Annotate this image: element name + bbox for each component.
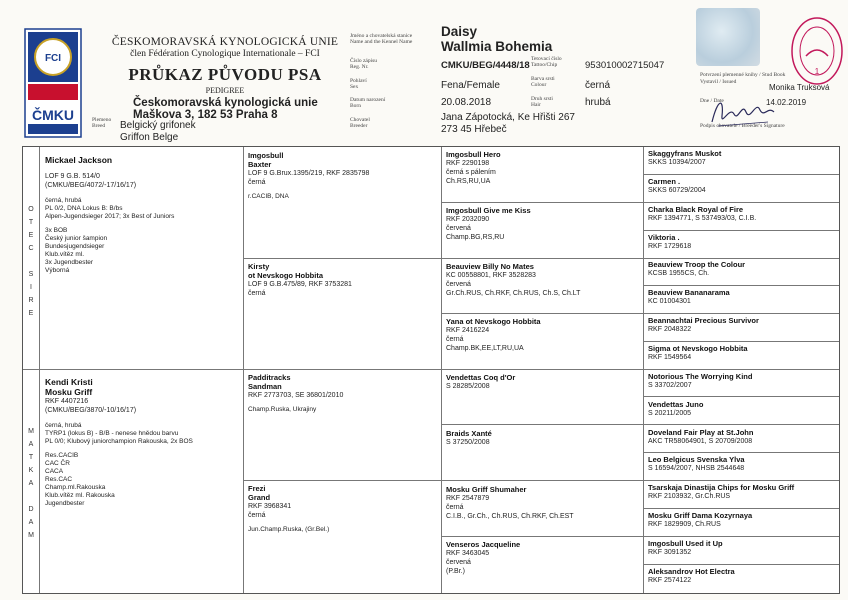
svg-text:1: 1 [814,67,820,76]
gg-grandparent-cell [648,288,838,306]
gg-grandparent-name: Beannachtai Precious Survivor [648,316,759,326]
breed-name-cz: Belgický grifonek [120,120,196,131]
hair-label [531,96,553,108]
side-letter: T [28,219,34,226]
dob-label [350,97,385,109]
sex-label-cz: Pohlaví [350,78,367,84]
org-name: ČESKOMORAVSKÁ KYNOLOGICKÁ UNIE [111,36,339,48]
grandparent-kennel: Grand [248,493,271,502]
grandparent-name: Imgosbull [248,151,284,160]
great-grandparent-detail: RKF 2547879 [446,494,490,502]
breeder-label [350,117,370,129]
gg-grandparent-reg: S 33702/2007 [648,381,692,389]
great-grandparent-detail: červená [446,559,471,567]
great-grandparent-name: Yana ot Nevskogo Hobbita [446,317,541,327]
great-grandparent-detail: Ch.RS,RU,UA [446,178,491,185]
sire-cell [45,155,239,275]
breed-label-cz: Plemeno [92,117,112,123]
title-line: černá, hrubá [45,422,82,429]
great-grandparent-detail: RKF 3463045 [446,550,490,558]
chip-label-cz: Tetovací číslo [531,56,562,62]
dog-kennel-name: Wallmia Bohemia [441,39,553,54]
breeder-label-cz: Chovatel [350,117,370,123]
great-grandparent-detail: RKF 2416224 [446,327,490,335]
name-label [350,33,412,45]
gg-grandparent-reg: RKF 2048322 [648,326,692,334]
great-grandparent-detail: černá [446,503,464,511]
side-letter: A [28,480,34,487]
great-grandparent-detail: červená [446,224,471,232]
club-stamp [790,16,844,86]
grandparent-detail: RKF 3968341 [248,503,292,510]
issued-by-label: Vystavil / Issued [700,79,737,85]
gg-grandparent-name: Sigma ot Nevskogo Hobbita [648,343,748,353]
great-grandparent-cell [446,373,640,391]
great-grandparent-cell [446,262,640,298]
org-address-name: Českomoravská kynologická unie [133,97,318,109]
great-grandparent-cell [446,485,640,521]
grandparent-titles: Jun.Champ.Ruska, (Gr.Bel.) [248,526,330,533]
gg-grandparent-cell [648,567,838,585]
gg-grandparent-reg: RKF 3091352 [648,548,692,556]
sire-reg-2: (CMKU/BEG/4072/-17/16/17) [45,182,137,189]
great-grandparent-detail: černá s pálením [446,169,496,176]
sire-titles [45,197,239,275]
gg-grandparent-name: Mosku Griff Dama Kozyrnaya [648,511,753,521]
great-grandparent-name: Vendettas Coq d'Or [446,373,516,382]
title-line: Klub.vítěz ml. Rakouska [45,492,115,499]
breed-label-en: Breed [92,123,106,129]
great-grandparent-name: Mosku Griff Shumaher [446,484,527,494]
great-grandparent-detail: Gr.Ch.RUS, Ch.RKF, Ch.RUS, Ch.S, Ch.LT [446,289,581,297]
gg-grandparent-reg: RKF 2103932, Gr.Ch.RUS [648,493,731,501]
gg-grandparent-cell [648,539,838,557]
dam-reg-1: RKF 4407216 [45,398,89,405]
side-letter: C [28,245,34,252]
breeder-label-en: Breeder [350,123,368,129]
side-letter: A [28,519,34,526]
chip-label [531,56,562,68]
breeder-signature-label: Podpis chovatele / Breeder's Signature [700,123,785,129]
gg-grandparent-name: Vendettas Juno [648,399,704,409]
gg-grandparent-cell [648,483,838,501]
dam-side-label [23,425,39,542]
great-grandparent-cell [446,317,640,353]
title-line: CAC ČR [45,460,70,467]
breed-label [92,117,111,129]
gg-grandparent-cell [648,149,838,167]
title-line: Jugendbester [45,500,85,507]
gg-grandparent-name: Viktoria . [648,232,680,242]
gg-grandparent-reg: RKF 1829909, Ch.RUS [648,521,721,529]
great-grandparent-name: Venseros Jacqueline [446,540,521,550]
document-subtitle: PEDIGREE [205,86,245,95]
gg-grandparent-name: Imgosbull Used it Up [648,538,723,548]
breed-name-en: Griffon Belge [120,132,179,143]
title-line: 3x Jugendbester [45,259,94,266]
gg-grandparent-name: Doveland Fair Play at St.John [648,427,754,437]
grandparent-kennel: Baxter [248,160,272,169]
dam-titles [45,422,239,508]
hair-label-cz: Druh srsti [531,96,553,102]
title-line: PL 0/0; Klubový juniorchampion Rakouska, 2x BOS [45,438,193,445]
org-address [133,97,318,121]
dam-reg-2: (CMKU/BEG/3870/-10/16/17) [45,407,137,414]
svg-text:ČMKU: ČMKU [32,107,74,123]
svg-text:FCI: FCI [44,53,62,64]
side-letter [23,490,39,503]
great-grandparent-detail: S 37250/2008 [446,438,490,446]
gg-grandparent-name: Skaggyfrans Muskot [648,149,722,158]
grandparent-detail: černá [248,512,266,519]
chip-number: 953010002715047 [585,60,665,71]
name-label-en: Name and the Kennel Name [350,39,413,45]
side-letter: S [28,271,34,278]
gg-grandparent-cell [648,455,838,473]
registration-number: CMKU/BEG/4448/18 [441,60,530,71]
reg-label [350,58,377,70]
grandparent-detail: LOF 9 G.B.475/89, RKF 3753281 [248,281,352,288]
title-line: Klub.vítěz ml. [45,251,85,258]
side-letter: M [28,532,34,539]
sire-reg-1: LOF 9 G.B. 514/0 [45,173,100,180]
dob-label-cz: Datum narození [350,97,386,103]
dam-cell [45,377,239,508]
gg-grandparent-cell [648,177,838,195]
gg-grandparent-reg: SKKS 10394/2007 [648,159,706,166]
hologram-sticker [696,8,760,66]
breed-value [120,120,196,144]
great-grandparent-detail: RKF 2032090 [446,215,490,223]
gg-grandparent-reg: KC 01004301 [648,298,691,306]
title-line: Champ.ml.Rakouska [45,484,106,491]
grandparent-titles: Champ.Ruska, Ukrajiny [248,406,317,413]
title-line: Res.CACIB [45,452,79,459]
issue-date: 14.02.2019 [766,98,807,107]
handwritten-signature [708,92,778,132]
grandparent-cell [248,262,438,298]
gg-grandparent-name: Carmen . [648,176,681,186]
gg-grandparent-reg: RKF 1549564 [648,353,692,361]
side-letter: K [28,467,34,474]
org-membership: člen Fédération Cynologique Internationale – FCI [130,49,320,59]
title-line: Bundesjugendsieger [45,243,105,250]
gg-grandparent-reg: RKF 1394771, S 537493/03, C.I.B. [648,214,757,222]
gg-grandparent-reg: S 20211/2005 [648,409,692,417]
organization-header [100,36,350,95]
stud-book-label: Potvrzení plemenné knihy / Stud Book [700,72,786,78]
great-grandparent-detail: (P.Br.) [446,568,465,576]
gg-grandparent-cell [648,316,838,334]
grandparent-name: Frezi [248,484,266,493]
sex-label-en: Sex [350,84,359,90]
side-letter: M [28,428,34,435]
sex-value: Fena/Female [441,80,500,91]
gg-grandparent-cell [648,233,838,251]
title-line: PL 0/2, DNA Lokus B: B/bs [45,205,123,212]
gg-grandparent-name: Tsarskaja Dinastija Chips for Mosku Griff [648,483,795,493]
colour-label [531,76,555,88]
gg-grandparent-cell [648,205,838,223]
dam-name: Kendi Kristi [45,377,93,387]
side-letter: D [28,506,34,513]
great-grandparent-cell [446,540,640,576]
gg-grandparent-reg: RKF 1729618 [648,242,692,250]
gg-grandparent-name: Leo Belgicus Svenska Ylva [648,455,745,465]
side-letter: E [28,310,34,317]
title-line: černá, hrubá [45,197,82,204]
dog-call-name: Daisy [441,24,478,39]
side-letter: T [28,454,34,461]
document-title: PRŮKAZ PŮVODU PSA [128,65,322,84]
great-grandparent-detail: S 28285/2008 [446,383,490,390]
dam-kennel: Mosku Griff [45,387,93,397]
colour-value: černá [585,80,611,91]
great-grandparent-cell [446,429,640,447]
great-grandparent-cell [446,206,640,242]
grandparent-detail: LOF 9 G.Brux.1395/219, RKF 2835798 [248,170,370,177]
grandparent-cell [248,373,438,414]
sire-side-label [23,203,39,320]
great-grandparent-detail: Champ.BG,RS,RU [446,233,505,241]
gg-grandparent-cell [648,428,838,446]
chip-label-en: Tattoo/Chip [531,62,558,68]
grandparent-name: Kirsty [248,262,270,271]
title-line: Český junior šampion [45,235,108,242]
great-grandparent-cell [446,150,640,186]
title-line: Alpen-Jugendsieger 2017; 3x Best of Juniors [45,213,175,220]
colour-label-en: Colour [531,82,547,88]
title-line: 3x BOB [45,227,68,234]
reg-label-cz: Číslo zápisu [350,58,378,64]
gg-grandparent-cell [648,372,838,390]
reg-label-en: Reg. Nr. [350,64,369,70]
great-grandparent-name: Beauview Billy No Mates [446,261,534,271]
breeder-address-1: Jana Zápotocká, Ke Hřišti 267 [441,112,575,123]
title-line: TYRP1 (lokus B) - B/B - nenese hnědou barvu [45,430,179,437]
date-label: Dne / Date [700,98,724,104]
great-grandparent-detail: KC 00558801, RKF 3528283 [446,271,536,279]
great-grandparent-name: Braids Xanté [446,428,492,438]
gg-grandparent-reg: RKF 2574122 [648,576,692,584]
side-letter [23,255,39,268]
side-letter: R [28,297,34,304]
side-letter: O [28,206,34,213]
dob-value: 20.08.2018 [441,97,492,108]
dob-label-en: Born [350,103,361,109]
side-letter: I [30,284,32,291]
gg-grandparent-reg: AKC TR58064901, S 20709/2008 [648,437,753,445]
name-label-cz: Jméno a chovatelská stanice [350,33,413,39]
sex-label [350,78,367,90]
org-address-street: Maškova 3, 182 53 Praha 8 [133,109,278,121]
breeder-address-2: 273 45 Hřebeč [441,124,507,135]
pedigree-table [22,146,840,594]
side-letter: E [28,232,34,239]
grandparent-kennel: ot Nevskogo Hobbita [248,271,324,280]
title-line: Res.CAC [45,476,73,483]
great-grandparent-name: Imgosbull Hero [446,150,501,159]
gg-grandparent-cell [648,511,838,529]
grandparent-kennel: Sandman [248,382,282,391]
colour-label-cz: Barva srsti [531,76,555,82]
grandparent-titles: r.CACIB, DNA [248,193,289,200]
gg-grandparent-name: Notorious The Worrying Kind [648,371,753,381]
grandparent-cell [248,151,438,201]
great-grandparent-detail: C.I.B., Gr.Ch., Ch.RUS, Ch.RKF, Ch.EST [446,512,574,520]
gg-grandparent-name: Beauview Troop the Colour [648,260,746,270]
grandparent-name: Padditracks [248,373,291,382]
gg-grandparent-cell [648,344,838,362]
gg-grandparent-name: Charka Black Royal of Fire [648,204,744,214]
gg-grandparent-reg: S 16594/2007, NHSB 2544648 [648,465,745,473]
grandparent-detail: černá [248,179,266,186]
gg-grandparent-reg: KCSB 1955CS, Ch. [648,270,710,278]
grandparent-detail: RKF 2773703, SE 36801/2010 [248,392,344,399]
breeder-value [441,112,575,136]
grandparent-detail: černá [248,290,266,297]
gg-grandparent-cell [648,400,838,418]
great-grandparent-detail: RKF 2290198 [446,160,490,167]
hair-value: hrubá [585,97,611,108]
grandparent-cell [248,484,438,534]
great-grandparent-name: Imgosbull Give me Kiss [446,205,531,215]
gg-grandparent-name: Beauview Bananarama [648,288,730,298]
title-line: Výborná [45,267,70,274]
issued-by-name: Monika Truksová [769,83,830,92]
great-grandparent-detail: černá [446,336,464,344]
gg-grandparent-reg: SKKS 60729/2004 [648,186,706,194]
title-line: CACA [45,468,64,475]
cmku-fci-logo [24,28,82,138]
gg-grandparent-cell [648,260,838,278]
gg-grandparent-name: Aleksandrov Hot Electra [648,566,735,576]
dog-name [441,24,552,54]
sire-name: Mickael Jackson [45,155,113,165]
hair-label-en: Hair [531,102,541,108]
great-grandparent-detail: červená [446,280,471,288]
great-grandparent-detail: Champ.BK,EE,LT,RU,UA [446,345,524,353]
side-letter: A [28,441,34,448]
